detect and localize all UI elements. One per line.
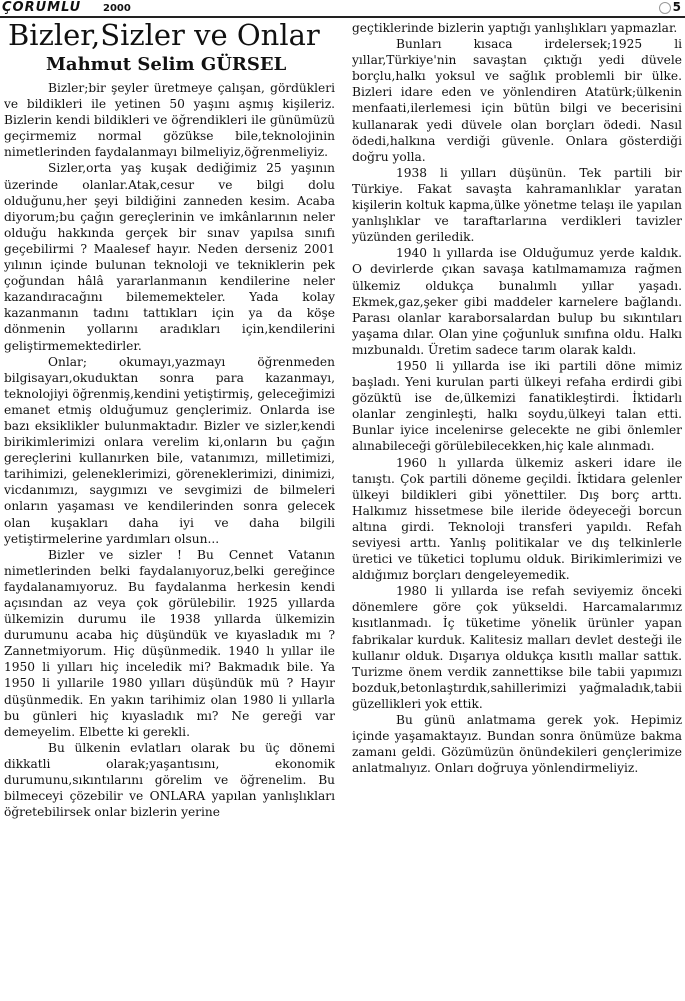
paragraph: Sizler,orta yaş kuşak dediğimiz 25 yaşının üzerinde olanlar.Atak,cesur ve bilgi dolu olduğunu,her şeyi bildiğini zanneden kesim. Acaba diyorum;bu çağın gereçlerinin ve imkânlarının neler olduğu hakkında gerçek bir sınav yapılsa sınıfı geçebilirmi ? Maalesef hayır. Neden derseniz 2001 yılının içinde bulunan teknoloji ve tekniklerin pek çoğundan hâlâ yararlanmanın kendilerine neler kazandıracağını bilememekteler. Yada kolay kazanmanın tadını tattıkları için ya da köşe dönmenin yollarını aradıkları için,kendilerini geliştirmemektedirler. [4, 161, 335, 353]
paragraph: Bizler;bir şeyler üretmeye çalışan, gördükleri ve bildikleri ile yetinen 50 yaşını aşmış kişileriz. Bizlerin kendi bildikleri ve öğrendikleri ile günümüzü geçirmemiz normal gözükse bile,teknolojinin nimetlerinden faydalanmayı bilmeliyiz,öğrenmeliyiz. [4, 81, 335, 160]
paragraph: 1938 li yılları düşünün. Tek partili bir Türkiye. Fakat savaşta kahramanlıklar yaratan kişilerin koltuk kapma,ülke yönetme telaşı ile yapılan yanlışlıklar ve taraftarlarına verdikleri tavizler yüzünden geriledik. [352, 165, 682, 245]
article-title: Bizler,Sizler ve Onlar [8, 18, 320, 52]
paragraph: 1950 li yıllarda ise iki partili döne mimiz başladı. Yeni kurulan parti ülkeyi refaha erdirdi gibi gözüktü ise de,ülkemizi fanatikleştirdi. İktidarlı olanlar zenginleşti, halkı soydu,ülkeyi talan etti. Bunlar iyice incelenirse gelecekte ne gibi önlemler alınabileceği görülebilecekken,hiç kale alınmadı. [352, 358, 682, 454]
paragraph: 1960 lı yıllarda ülkemiz askeri idare ile tanıştı. Çok partili döneme geçildi. İktidara gelenler ülkeyi bildikleri gibi yönettiler. Dış borç arttı. Halkımız hissetmese bile ileride ödeyeceği borcun altına girdi. Teknoloji transferi yapıldı. Refah seviyesi arttı. Yanlış politikalar ve dış telkinlerle üretici ve tüketici toplumu olduk. Birikimlerimizi ve aldığımız borçları dengeleyemedik. [352, 455, 682, 583]
paragraph: 1940 lı yıllarda ise Olduğumuz yerde kaldık. O devirlerde çıkan savaşa katılmamamıza rağmen ülkemiz oldukça bunalımlı yıllar yaşadı. Ekmek,gaz,şeker gibi maddeler karnelere bağlandı. Parası olanlar karaborsalardan bulup bu sıkıntıları yaşama dılar. Olan yine çoğunluk sınıfına oldu. Halkı mızbunaldı. Üretim sadece tarım olarak kaldı. [352, 246, 682, 357]
issue-year: 2000 [103, 3, 131, 14]
paragraph: Bizler ve sizler ! Bu Cennet Vatanın nimetlerinden belki faydalanıyoruz,belki gereğince faydalanamıyoruz. Bu faydalanma herkesin kendi açısından az veya çok görülebilir. 1925 yıllarda ülkemizin durumu ile 1938 yıllarda ülkemizin durumunu acaba hiç düşündük ve kıyasladık mı ? Zannetmiyorum. Hiç düşünmedik. 1940 lı yıllar ile 1950 li yılları hiç inceledik mi? Bakmadık bile. Ya 1950 li yıllarile 1980 yılları düşündük mü ? Hayır düşünmedik. En yakın tarihimiz olan 1980 li yıllarla bu günleri hiç kıyasladık mı? Ne gereği var demeyelim. Elbette ki gerekli. [4, 547, 335, 739]
paragraph: 1980 li yıllarda ise refah seviyemiz önceki dönemlere göre çok yükseldi. Harcamalarımız kısıtlanmadı. İç tüketime yönelik ürünler yapan fabrikalar kurduk. Kalitesiz malları devlet desteği ile kullanır olduk. Dışarıya oldukça kısıtlı mallar sattık. Turizme önem verdik zannettikse bile tabii yapımızı bozduk,betonlaştırdık,sahillerimizi yağmaladık,tabii güzellikleri yok ettik. [352, 584, 682, 711]
paragraph: Bu günü anlatmama gerek yok. Hepimiz içinde yaşamaktayız. Bundan sonra önümüze bakma zamanı geldi. Gözümüzün önündekileri gençlerimize anlatmalıyız. Onları doğruya yönlendirmeliyiz. [352, 713, 682, 776]
left-column [4, 80, 335, 1000]
article-author: Mahmut Selim GÜRSEL [46, 54, 287, 75]
page-number: 5 [672, 0, 681, 14]
page-ring-icon [659, 2, 671, 14]
paragraph: geçtiklerinde bizlerin yaptığı yanlışlıkları yapmazlar. [352, 21, 678, 35]
page-header [0, 0, 685, 16]
newspaper-logo: ÇORUMLU [2, 0, 82, 15]
right-column [352, 20, 682, 1000]
paragraph: Bunları kısaca irdelersek;1925 li yıllar,Türkiye'nin savaştan çıktığı yedi düvele borçlu,halkı yoksul ve sağlık problemli bir ülke. Bizleri idare eden ve yönlendiren Atatürk;ülkenin menfaati,ilerlemesi için bütün bilgi ve becerisini kullanarak yedi düvele olan borçları ödedi. Nasıl ödedi,halkına verdiği güvenle. Onlara gösterdiği doğru yolla. [352, 37, 682, 164]
paragraph: Onlar; okumayı,yazmayı öğrenmeden bilgisayarı,okuduktan sonra para kazanmayı, teknolojiyi öğrenmiş,kendini yetiştirmiş, geleceğimizi emanet etmiş olduğumuz gençlerimiz. Onlarda ise bazı eksiklikler bulunmaktadır. Bizler ve sizler,kendi birikimlerimizi onlara verelim ki,onların bu çağın gereçlerini kullanırken bile, vatanımızı, milletimizi, tarihimizi, geleneklerimizi, göreneklerimizi, dinimizi, vicdanımızı, saygımızı ve sevgimizi de bilmeleri onların yaşaması ve kendilerinden sonra gelecek olan kuşakları daha iyi ve daha bilgili yetiştirmelerine yardımları olsun... [4, 354, 335, 546]
paragraph: Bu ülkenin evlatları olarak bu üç dönemi dikkatli olarak;yaşantısını, ekonomik durumunu,sıkıntılarını görelim ve öğrenelim. Bu bilmeceyi çözebilir ve ONLARA yapılan yanlışlıkları öğretebilirsek onlar bizlerin yerine [4, 740, 335, 820]
